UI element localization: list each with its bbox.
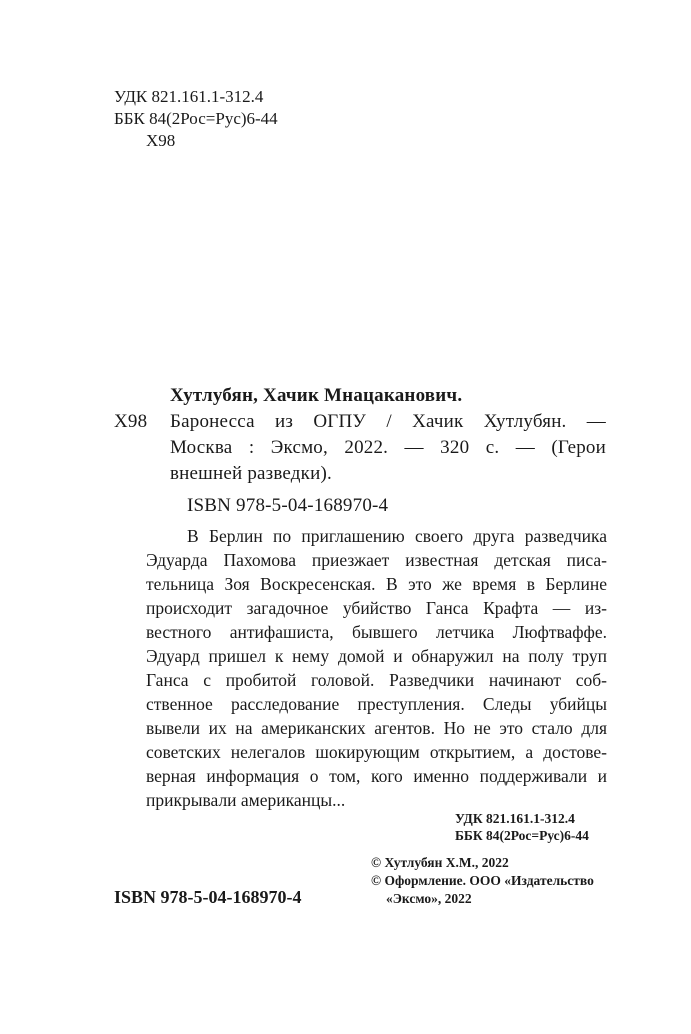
annotation-line: прикрывали американцы... [146, 790, 346, 810]
annotation-line: Ганса с пробитой головой. Разведчики начинают соб- [146, 670, 607, 690]
udk-code: УДК 821.161.1-312.4 [114, 87, 264, 106]
annotation-line: Эдуарда Пахомова приезжает известная детская писа- [146, 550, 607, 570]
bottom-bbk-code: ББК 84(2Рос=Рус)6-44 [455, 828, 589, 843]
description-line: Баронесса из ОГПУ / Хачик Хутлубян. — [170, 411, 606, 432]
annotation-line: вывели их на американских агентов. Но не это стало для [146, 718, 607, 738]
annotation-line: происходит загадочное убийство Ганса Крафта — из- [146, 598, 607, 618]
annotation-line: тельница Зоя Воскресенская. В это же время в Берлине [146, 574, 607, 594]
annotation-line: В Берлин по приглашению своего друга разведчика [187, 526, 607, 546]
annotation-line: верная информация о том, кого именно поддерживали и [146, 766, 607, 786]
author-mark: Х98 [146, 131, 176, 150]
bottom-udk-code: УДК 821.161.1-312.4 [455, 811, 575, 826]
description-line: внешней разведки). [170, 463, 332, 484]
annotation-line: Эдуард пришел к нему домой и обнаружил на полу труп [146, 646, 607, 666]
description-line: Москва : Эксмо, 2022. — 320 с. — (Герои [170, 437, 606, 458]
copyright-design-continued: «Эксмо», 2022 [386, 891, 472, 906]
annotation-line: ственное расследование преступления. Следы убийцы [146, 694, 607, 714]
copyright-design: © Оформление. ООО «Издательство [371, 873, 594, 888]
author-heading: Хутлубян, Хачик Мнацаканович. [170, 385, 463, 406]
catalog-isbn: ISBN 978-5-04-168970-4 [187, 495, 389, 516]
annotation-line: вестного антифашиста, бывшего летчика Люфтваффе. [146, 622, 607, 642]
catalog-author-mark: Х98 [114, 411, 148, 432]
footer-isbn: ISBN 978-5-04-168970-4 [114, 887, 302, 907]
annotation-line: советских нелегалов шокирующим открытием, а достове- [146, 742, 607, 762]
bbk-code: ББК 84(2Рос=Рус)6-44 [114, 109, 278, 128]
copyright-author: © Хутлубян Х.М., 2022 [371, 855, 509, 870]
